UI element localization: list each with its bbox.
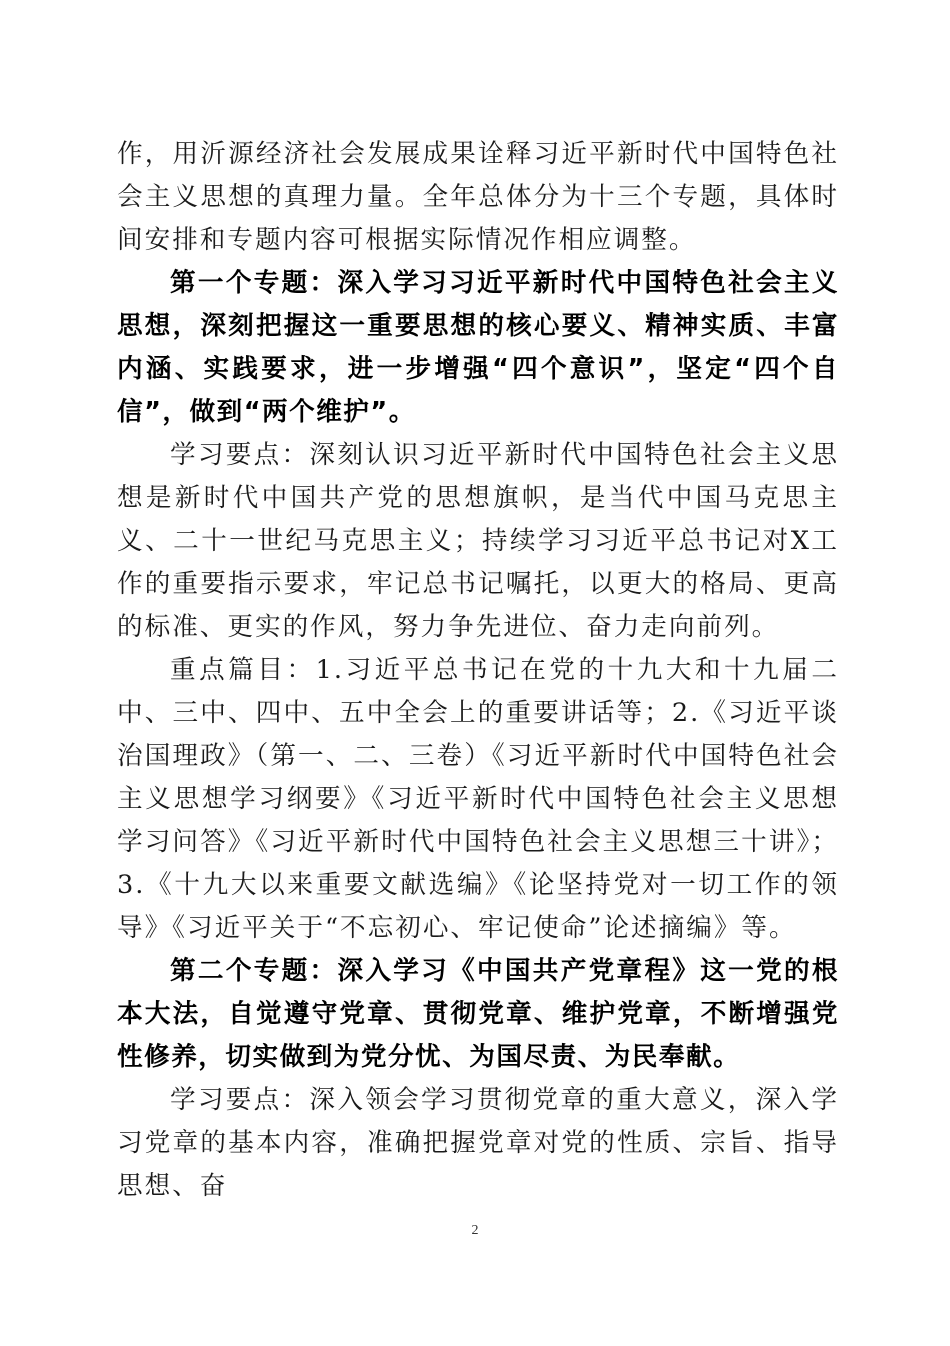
document-body: [117, 133, 839, 1208]
page-number: 2: [471, 1223, 479, 1238]
paragraph-intro-continuation: 作，用沂源经济社会发展成果诠释习近平新时代中国特色社会主义思想的真理力量。全年总体分为十三个专题，具体时间安排和专题内容可根据实际情况作相应调整。: [117, 139, 839, 255]
topic-one-key-readings: 重点篇目：1.习近平总书记在党的十九大和十九届二中、三中、四中、五中全会上的重要讲话等；2.《习近平谈治国理政》（第一、二、三卷）《习近平新时代中国特色社会主义思想学习纲要》《习近平新时代中国特色社会主义思想学习问答》《习近平新时代中国特色社会主义思想三十讲》；3.《十九大以来重要文献选编》《论坚持党对一切工作的领导》《习近平关于“不忘初心、牢记使命”论述摘编》等。: [117, 655, 839, 943]
topic-one-heading: 第一个专题：深入学习习近平新时代中国特色社会主义思想，深刻把握这一重要思想的核心要义、精神实质、丰富内涵、实践要求，进一步增强“四个意识”，坚定“四个自信”，做到“两个维护”。: [117, 268, 839, 427]
topic-one-study-points: 学习要点：深刻认识习近平新时代中国特色社会主义思想是新时代中国共产党的思想旗帜，是当代中国马克思主义、二十一世纪马克思主义；持续学习习近平总书记对X工作的重要指示要求，牢记总书记嘱托，以更大的格局、更高的标准、更实的作风，努力争先进位、奋力走向前列。: [117, 440, 839, 642]
topic-two-heading: 第二个专题：深入学习《中国共产党章程》这一党的根本大法，自觉遵守党章、贯彻党章、维护党章，不断增强党性修养，切实做到为党分忧、为国尽责、为民奉献。: [117, 956, 839, 1072]
topic-two-study-points: 学习要点：深入领会学习贯彻党章的重大意义，深入学习党章的基本内容，准确把握党章对党的性质、宗旨、指导思想、奋: [117, 1085, 839, 1201]
